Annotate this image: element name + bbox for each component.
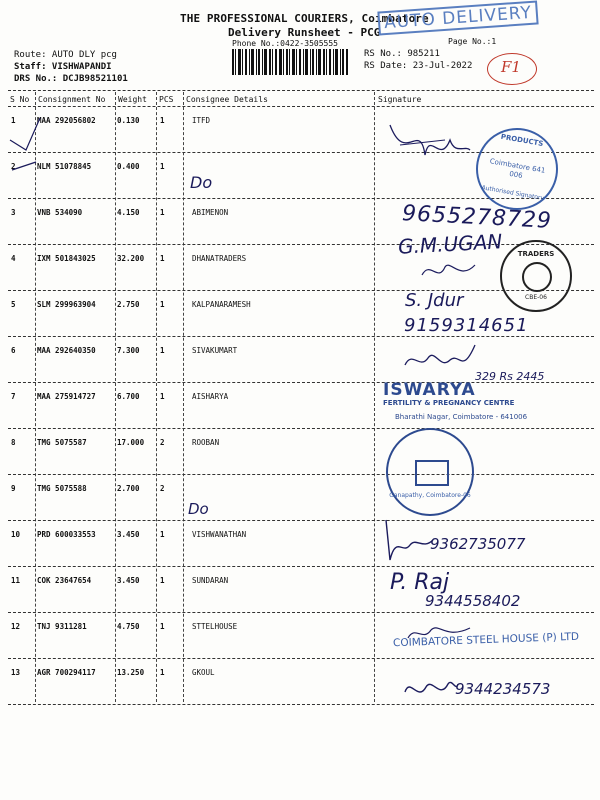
cell-weight: 6.700 bbox=[117, 392, 140, 401]
row-rule bbox=[8, 336, 594, 337]
header-rule-top bbox=[8, 90, 594, 91]
cell-sno: 6 bbox=[11, 346, 16, 355]
cell-weight: 3.450 bbox=[117, 576, 140, 585]
phone-handwritten-row11: 9344558402 bbox=[425, 592, 521, 610]
name-handwritten-row3: G.M.UGAN bbox=[397, 229, 503, 259]
cell-consignee: ROOBAN bbox=[192, 438, 220, 447]
cell-pcs: 1 bbox=[160, 392, 165, 401]
cell-sno: 3 bbox=[11, 208, 16, 217]
cell-consignee: STTELHOUSE bbox=[192, 622, 238, 631]
round-stamp-inner bbox=[415, 460, 449, 486]
route-label: Route: AUTO DLY pcg bbox=[14, 50, 117, 60]
cell-weight: 13.250 bbox=[117, 668, 145, 677]
row-rule bbox=[8, 520, 594, 521]
col-signature: Signature bbox=[378, 95, 422, 104]
tick-mark bbox=[8, 110, 48, 180]
row-rule bbox=[8, 474, 594, 475]
cell-sno: 10 bbox=[11, 530, 21, 539]
cell-weight: 4.150 bbox=[117, 208, 140, 217]
row-rule bbox=[8, 612, 594, 613]
col-weight: Weight bbox=[118, 95, 147, 104]
products-round-stamp bbox=[470, 122, 565, 217]
col-divider bbox=[35, 92, 36, 702]
ganapathy-round-stamp bbox=[386, 428, 474, 516]
cell-cons: IXM 501843025 bbox=[37, 254, 96, 263]
cell-weight: 3.450 bbox=[117, 530, 140, 539]
cell-weight: 32.200 bbox=[117, 254, 145, 263]
cell-consignee: AISHARYA bbox=[192, 392, 229, 401]
cell-cons: MAA 275914727 bbox=[37, 392, 96, 401]
note-handwritten-row7: 329 Rs 2445 bbox=[475, 370, 545, 383]
col-divider bbox=[183, 92, 184, 702]
cell-pcs: 2 bbox=[160, 438, 165, 447]
round-stamp-text: Ganapathy, Coimbatore-06 bbox=[389, 492, 471, 499]
cell-cons: SLM 299963904 bbox=[37, 300, 96, 309]
cell-consignee: ITFD bbox=[192, 116, 211, 125]
cell-pcs: 1 bbox=[160, 116, 165, 125]
header-rule-bottom bbox=[8, 106, 594, 107]
col-divider bbox=[115, 92, 116, 702]
cell-pcs: 1 bbox=[160, 346, 165, 355]
cell-sno: 2 bbox=[11, 162, 16, 171]
ditto-mark-row2: Do bbox=[190, 173, 213, 192]
phone-handwritten-row13: 9344234573 bbox=[455, 680, 551, 698]
iswarya-stamp-sub: FERTILITY & PREGNANCY CENTRE bbox=[383, 399, 515, 407]
handwritten-circle-mark bbox=[487, 53, 537, 85]
cell-consignee: ABIMENON bbox=[192, 208, 229, 217]
iswarya-stamp-addr: Bharathi Nagar, Coimbatore - 641006 bbox=[395, 413, 528, 421]
cell-cons: TMG 5075587 bbox=[37, 438, 87, 447]
cell-weight: 2.750 bbox=[117, 300, 140, 309]
cell-cons: AGR 700294117 bbox=[37, 668, 96, 677]
cell-pcs: 1 bbox=[160, 622, 165, 631]
cell-pcs: 1 bbox=[160, 668, 165, 677]
cell-sno: 13 bbox=[11, 668, 21, 677]
row-rule bbox=[8, 566, 594, 567]
cell-consignee: DHANATRADERS bbox=[192, 254, 247, 263]
cell-sno: 4 bbox=[11, 254, 16, 263]
company-title: THE PROFESSIONAL COURIERS, Coimbatore bbox=[180, 12, 429, 25]
signature-row1 bbox=[385, 115, 475, 175]
col-pcs: PCS bbox=[159, 95, 174, 104]
rs-date: RS Date: 23-Jul-2022 bbox=[364, 61, 473, 71]
cell-pcs: 1 bbox=[160, 162, 165, 171]
traders-stamp-title: TRADERS bbox=[517, 250, 555, 258]
ditto-mark-row9: Do bbox=[188, 500, 209, 518]
row-rule bbox=[8, 704, 594, 705]
signature-row13 bbox=[400, 672, 460, 707]
circle-note: F1 bbox=[501, 58, 521, 76]
staff-label: Staff: VISHWAPANDI bbox=[14, 62, 112, 72]
cell-weight: 7.300 bbox=[117, 346, 140, 355]
phone-number: Phone No.:0422-3505555 bbox=[232, 39, 338, 48]
phone-handwritten-row3: 9655278729 bbox=[401, 201, 553, 234]
steel-house-stamp: COIMBATORE STEEL HOUSE (P) LTD bbox=[392, 630, 580, 650]
cell-sno: 5 bbox=[11, 300, 16, 309]
iswarya-stamp-title: ISWARYA bbox=[383, 380, 476, 400]
phone-handwritten-row5: 9159314651 bbox=[404, 315, 529, 336]
name-handwritten-row5: S. Jdur bbox=[405, 290, 464, 311]
signature-row4 bbox=[420, 255, 480, 285]
barcode bbox=[232, 49, 348, 75]
cell-cons: PRD 600033553 bbox=[37, 530, 96, 539]
cell-weight: 0.130 bbox=[117, 116, 140, 125]
cell-sno: 1 bbox=[11, 116, 16, 125]
cell-cons: TMG 5075588 bbox=[37, 484, 87, 493]
cell-sno: 12 bbox=[11, 622, 21, 631]
cell-consignee: VISHWANATHAN bbox=[192, 530, 247, 539]
col-consignment: Consignment No bbox=[38, 95, 106, 104]
cell-cons: MAA 292056802 bbox=[37, 116, 96, 125]
cell-pcs: 1 bbox=[160, 254, 165, 263]
cell-sno: 8 bbox=[11, 438, 16, 447]
cell-weight: 0.400 bbox=[117, 162, 140, 171]
traders-round-stamp bbox=[500, 240, 572, 312]
col-divider bbox=[156, 92, 157, 702]
runsheet-subtitle: Delivery Runsheet - PCG bbox=[228, 26, 381, 39]
col-divider bbox=[374, 92, 375, 702]
cell-cons: MAA 292640350 bbox=[37, 346, 96, 355]
products-stamp-city: Coimbatore 641 006 bbox=[489, 157, 546, 181]
cell-sno: 11 bbox=[11, 576, 21, 585]
cell-cons: TNJ 9311281 bbox=[37, 622, 87, 631]
cell-weight: 17.000 bbox=[117, 438, 145, 447]
cell-weight: 2.700 bbox=[117, 484, 140, 493]
cell-pcs: 1 bbox=[160, 300, 165, 309]
cell-consignee: KALPANARAMESH bbox=[192, 300, 251, 309]
products-stamp-title: PRODUCTS bbox=[500, 132, 544, 149]
rs-number: RS No.: 985211 bbox=[364, 49, 440, 59]
traders-stamp-sub: CBE-06 bbox=[525, 294, 547, 301]
cell-pcs: 1 bbox=[160, 208, 165, 217]
cell-consignee: SUNDARAN bbox=[192, 576, 229, 585]
products-stamp-auth: Authorised Signatory bbox=[481, 184, 545, 203]
row-rule bbox=[8, 658, 594, 659]
row-rule bbox=[8, 244, 594, 245]
cell-weight: 4.750 bbox=[117, 622, 140, 631]
cell-sno: 7 bbox=[11, 392, 16, 401]
row-rule bbox=[8, 428, 594, 429]
page-number: Page No.:1 bbox=[448, 37, 497, 46]
cell-sno: 9 bbox=[11, 484, 16, 493]
drs-number: DRS No.: DCJB98521101 bbox=[14, 74, 128, 84]
cell-cons: COK 23647654 bbox=[37, 576, 92, 585]
cell-consignee: SIVAKUMART bbox=[192, 346, 238, 355]
cell-pcs: 1 bbox=[160, 576, 165, 585]
cell-pcs: 2 bbox=[160, 484, 165, 493]
phone-handwritten-row10: 9362735077 bbox=[430, 535, 526, 553]
cell-cons: NLM 51078845 bbox=[37, 162, 92, 171]
cell-pcs: 1 bbox=[160, 530, 165, 539]
traders-stamp-inner bbox=[522, 262, 552, 292]
name-handwritten-row11: P. Raj bbox=[390, 570, 450, 595]
signature-row10 bbox=[378, 515, 438, 565]
cell-consignee: GKOUL bbox=[192, 668, 215, 677]
auto-delivery-stamp: AUTO DELIVERY bbox=[377, 0, 538, 35]
col-consignee: Consignee Details bbox=[186, 95, 268, 104]
col-sno: S No bbox=[10, 95, 30, 104]
signature-row6 bbox=[400, 340, 480, 380]
cell-cons: VNB 534090 bbox=[37, 208, 83, 217]
